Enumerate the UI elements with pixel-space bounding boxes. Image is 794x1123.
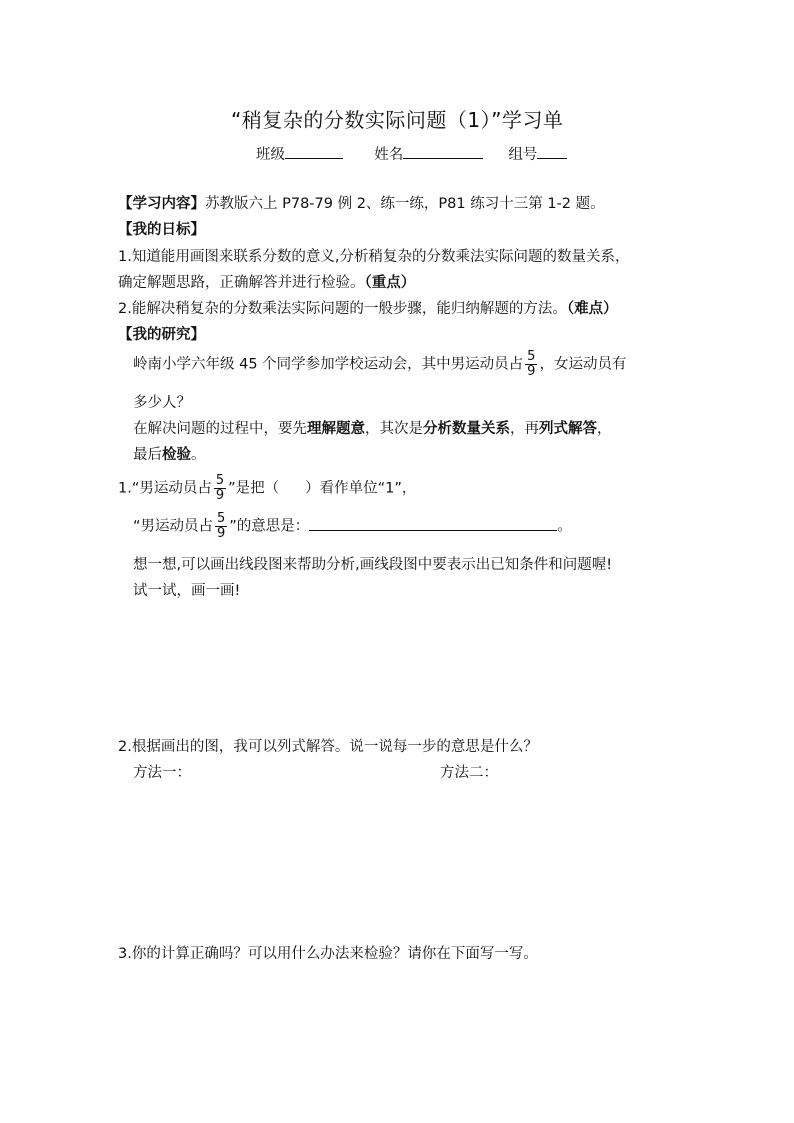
- q1-line-2-fraction: [215, 512, 227, 541]
- q1-line-2-pre: “男运动员占: [133, 518, 214, 535]
- process-text-4: ，: [597, 421, 612, 437]
- q1-try: 试一试，画一画!: [133, 583, 241, 599]
- process-bold-3: 列式解答: [539, 421, 597, 437]
- problem-line-2: 多少人？: [133, 395, 191, 411]
- goal-2: [118, 297, 618, 318]
- goal-1-line-2: [118, 271, 415, 292]
- q1-line-2-denominator: 9: [217, 526, 226, 541]
- learning-content-text: 苏教版六上 P78-79 例 2、练一练，P81 练习十三第 1-2 题。: [205, 196, 605, 212]
- q1-line-2-mid: ”的意思是：: [229, 518, 310, 535]
- q3-answer-area[interactable]: [118, 970, 678, 1090]
- class-label: 班级: [256, 147, 285, 163]
- goal-2-text: 2.能解决稍复杂的分数乘法实际问题的一般步骤，能归纳解题的方法。: [118, 301, 567, 317]
- process-text-1: 在解决问题的过程中，要先: [133, 421, 307, 437]
- goal-2-tag: （难点）: [566, 301, 618, 317]
- problem-text-1: 岭南小学六年级 45 个同学参加学校运动会，其中男运动员占: [133, 356, 524, 373]
- q2-text: 2.根据画出的图，我可以列式解答。说一说每一步的意思是什么？: [118, 739, 538, 755]
- fraction-numerator: 5: [527, 349, 536, 364]
- class-blank[interactable]: [285, 144, 343, 159]
- problem-line-1: [133, 350, 626, 379]
- q2-method-1: 方法一：: [133, 765, 191, 781]
- process-bold-1: 理解题意: [307, 421, 365, 437]
- q1-line-2-numerator: 5: [217, 511, 226, 526]
- group-blank[interactable]: [537, 144, 567, 159]
- process-line-2-bold: 检验: [162, 447, 191, 463]
- q1-fraction: [214, 474, 226, 503]
- problem-text-2: ，女运动员有: [539, 356, 627, 373]
- q2-answer-area[interactable]: [118, 790, 678, 930]
- q1-fraction-denominator: 9: [215, 488, 225, 503]
- q1-line-2: [133, 512, 572, 541]
- q1-text-pre: 1.“男运动员占: [118, 480, 212, 497]
- goal-1-tag: （重点）: [364, 275, 416, 291]
- process-line-2: [133, 443, 206, 464]
- process-line-2-pre: 最后: [133, 447, 162, 463]
- q2-method-2: 方法二：: [440, 765, 498, 781]
- page-title: “稍复杂的分数实际问题（1）”学习单: [231, 108, 564, 132]
- q1-meaning-blank[interactable]: [309, 516, 557, 531]
- q1-fraction-numerator: 5: [215, 473, 225, 488]
- q1-hint: 想一想,可以画出线段图来帮助分析,画线段图中要表示出已知条件和问题喔!: [133, 557, 613, 573]
- name-blank[interactable]: [403, 144, 483, 159]
- goal-1-line-1: 1.知道能用画图来联系分数的意义,分析稍复杂的分数乘法实际问题的数量关系，: [118, 249, 630, 265]
- q1-text-mid: ”是把（: [228, 480, 280, 497]
- q1-drawing-area[interactable]: [118, 605, 678, 725]
- goals-label: 【我的日标】: [118, 222, 205, 238]
- name-label: 姓名: [374, 147, 404, 163]
- goal-1-text: 确定解题思路，正确解答并进行检验。: [118, 275, 365, 291]
- header-fields: [256, 143, 567, 164]
- process-bold-2: 分析数量关系: [423, 421, 510, 437]
- fraction-five-ninths: [525, 350, 537, 379]
- fraction-denominator: 9: [527, 364, 536, 379]
- research-label: 【我的研究】: [118, 327, 205, 343]
- learning-content-label: 【学习内容】: [118, 196, 205, 212]
- q1-text-post: ）看作单位“1”，: [305, 480, 417, 497]
- process-text-3: ，再: [510, 421, 539, 437]
- process-line-1: [133, 417, 612, 438]
- q3-text: 3.你的计算正确吗？可以用什么办法来检验？请你在下面写一写。: [118, 946, 538, 962]
- learning-content: [118, 192, 605, 213]
- q1-line-2-end: 。: [557, 518, 572, 535]
- process-line-2-end: 。: [191, 447, 206, 463]
- group-label: 组号: [508, 147, 538, 163]
- q1-line-1: [118, 474, 416, 503]
- process-text-2: ，其次是: [365, 421, 423, 437]
